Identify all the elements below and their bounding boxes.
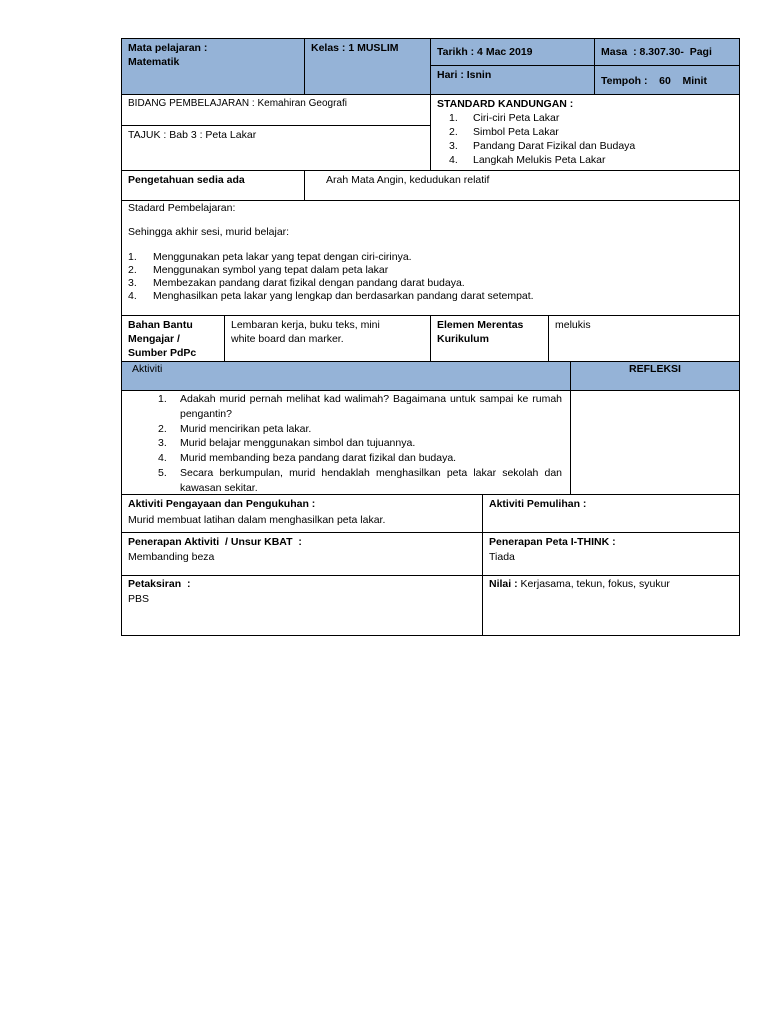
list-item: 1. Menggunakan peta lakar yang tepat dengan ciri-cirinya. (128, 251, 412, 263)
kbat-value: Membanding beza (128, 551, 215, 563)
pengayaan-cell (121, 494, 483, 533)
refleksi-label: REFLEKSI (629, 363, 681, 375)
list-item: 2. Simbol Peta Lakar (449, 126, 559, 138)
standard-kandungan-label: STANDARD KANDUNGAN : (437, 98, 574, 110)
pengayaan-value: Murid membuat latihan dalam menghasilkan peta lakar. (128, 514, 386, 526)
pengayaan-label: Aktiviti Pengayaan dan Pengukuhan : (128, 498, 316, 510)
emk-value: melukis (555, 319, 591, 331)
pengetahuan-value: Arah Mata Angin, kedudukan relatif (326, 174, 490, 186)
list-item: 2. Menggunakan symbol yang tepat dalam peta lakar (128, 264, 389, 276)
refleksi-body-cell (570, 390, 740, 495)
ithink-value: Tiada (489, 551, 515, 563)
aktiviti-list (128, 392, 562, 496)
list-item: 4. Menghasilkan peta lakar yang lengkap dan berdasarkan pandang darat setempat. (128, 290, 534, 302)
aktiviti-body-cell (121, 390, 571, 495)
tajuk-text: TAJUK : Bab 3 : Peta Lakar (128, 129, 257, 141)
ithink-cell (482, 532, 740, 576)
kbat-cell (121, 532, 483, 576)
tempoh-cell (594, 65, 740, 95)
standard-pembelajaran-intro: Sehingga akhir sesi, murid belajar: (128, 226, 290, 238)
hari-text: Hari : Isnin (437, 69, 492, 81)
emk-label: Elemen Merentas Kurikulum (437, 319, 524, 345)
bidang-cell (121, 94, 431, 126)
pengetahuan-label: Pengetahuan sedia ada (128, 174, 245, 186)
list-item: 3. Pandang Darat Fizikal dan Budaya (449, 140, 636, 152)
kbat-label: Penerapan Aktiviti / Unsur KBAT : (128, 536, 302, 548)
bahan-label-cell (121, 315, 225, 362)
masa-text: Masa : 8.307.30- Pagi (601, 46, 712, 58)
mata-pelajaran-cell (121, 38, 305, 95)
mata-pelajaran-text: Mata pelajaran : Matematik (128, 42, 208, 68)
pengetahuan-value-cell (304, 170, 740, 201)
list-item: 5. Secara berkumpulan, murid hendaklah menghasilkan peta lakar sekolah dan kawasan sekitar. (158, 466, 562, 494)
emk-value-cell (548, 315, 740, 362)
list-item: 2. Murid mencirikan peta lakar. (158, 422, 312, 435)
list-item: 1. Adakah murid pernah melihat kad walimah? Bagaimana untuk sampai ke rumah pengantin? (158, 393, 562, 420)
petaksiran-label: Petaksiran : (128, 578, 191, 590)
petaksiran-cell (121, 575, 483, 636)
tarikh-text: Tarikh : 4 Mac 2019 (437, 46, 533, 58)
pemulihan-cell (482, 494, 740, 533)
standard-kandungan-list (437, 111, 733, 167)
standard-pembelajaran-cell (121, 200, 740, 316)
standard-pembelajaran-label: Stadard Pembelajaran: (128, 202, 236, 214)
bidang-text: BIDANG PEMBELAJARAN : Kemahiran Geografi (128, 98, 347, 109)
list-item: 4. Langkah Melukis Peta Lakar (449, 154, 606, 166)
kelas-cell (304, 38, 431, 95)
list-item: 4. Murid membanding beza pandang darat fizikal dan budaya. (158, 452, 457, 465)
bahan-value: Lembaran kerja, buku teks, mini white board dan marker. (231, 319, 380, 345)
aktiviti-header-cell (121, 361, 571, 391)
pemulihan-label: Aktiviti Pemulihan : (489, 498, 587, 510)
aktiviti-label: Aktiviti (132, 363, 163, 375)
kelas-text: Kelas : 1 MUSLIM (311, 42, 399, 54)
bahan-label: Bahan Bantu Mengajar / Sumber PdPc (128, 319, 197, 359)
nilai-line (489, 577, 733, 591)
tarikh-cell (430, 38, 595, 66)
ithink-label: Penerapan Peta I-THINK : (489, 536, 616, 548)
tajuk-cell (121, 125, 431, 171)
bahan-value-cell (224, 315, 431, 362)
nilai-value: Kerjasama, tekun, fokus, syukur (520, 578, 670, 590)
nilai-label: Nilai : (489, 578, 518, 590)
list-item: 3. Murid belajar menggunakan simbol dan tujuannya. (158, 437, 416, 450)
pengetahuan-label-cell (121, 170, 305, 201)
list-item: 1. Ciri-ciri Peta Lakar (449, 112, 560, 124)
masa-cell (594, 38, 740, 66)
nilai-cell (482, 575, 740, 636)
petaksiran-value: PBS (128, 593, 150, 605)
standard-kandungan-cell (430, 94, 740, 171)
refleksi-header-cell (570, 361, 740, 391)
list-item: 3. Membezakan pandang darat fizikal dengan pandang darat budaya. (128, 277, 465, 289)
standard-pembelajaran-list (128, 251, 733, 303)
hari-cell (430, 65, 595, 95)
tempoh-text: Tempoh : 60 Minit (601, 75, 707, 87)
emk-label-cell (430, 315, 549, 362)
